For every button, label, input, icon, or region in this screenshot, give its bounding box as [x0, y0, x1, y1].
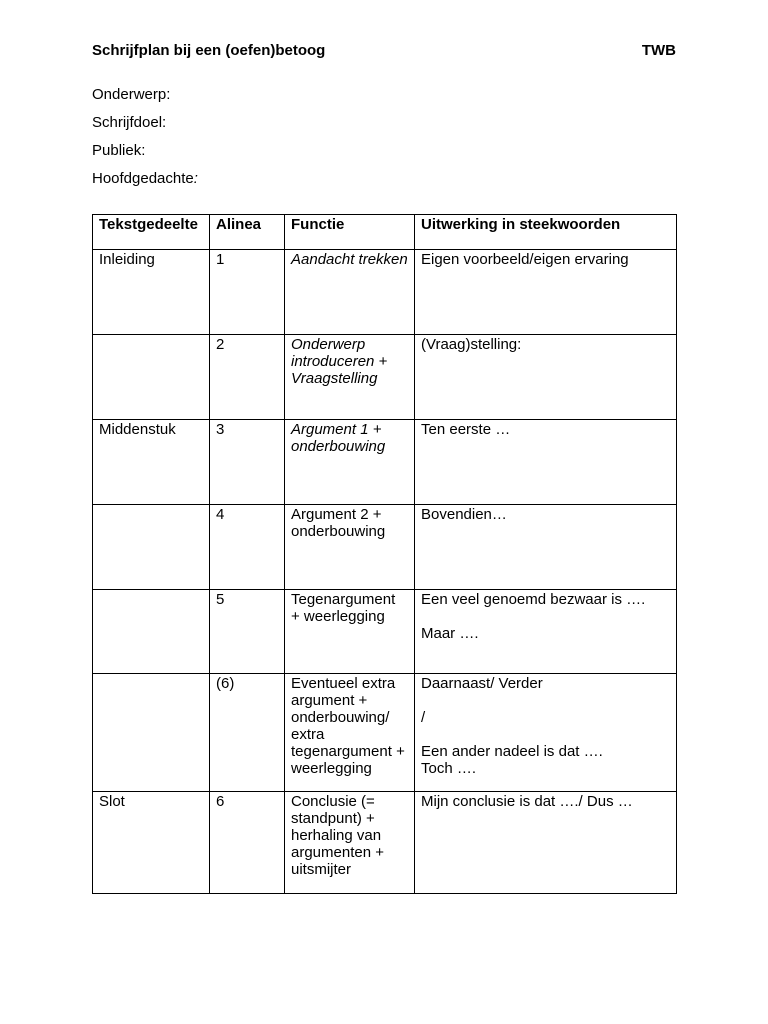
cell-tekstgedeelte [93, 335, 210, 420]
cell-alinea: 3 [210, 420, 285, 505]
cell-uitwerking: Mijn conclusie is dat …./ Dus … [415, 792, 677, 894]
writing-plan-table [92, 214, 677, 894]
cell-tekstgedeelte: Inleiding [93, 250, 210, 335]
table-row [93, 590, 677, 674]
cell-alinea: (6) [210, 674, 285, 792]
uitwerking-line: Daarnaast/ Verder [421, 675, 543, 692]
field-publiek: Publiek: [92, 142, 146, 159]
document-title: Schrijfplan bij een (oefen)betoog [92, 42, 326, 59]
cell-functie: Onderwerp introduceren + Vraagstelling [285, 335, 415, 420]
cell-uitwerking: (Vraag)stelling: [415, 335, 677, 420]
column-header-functie: Functie [285, 215, 415, 250]
cell-functie: Conclusie (= standpunt) + herhaling van argumenten + uitsmijter [285, 792, 415, 894]
column-header-tekstgedeelte: Tekstgedeelte [93, 215, 210, 250]
cell-functie: Tegenargument + weerlegging [285, 590, 415, 674]
cell-uitwerking: Bovendien… [415, 505, 677, 590]
uitwerking-line: / [421, 709, 426, 726]
column-header-uitwerking: Uitwerking in steekwoorden [415, 215, 677, 250]
table-row [93, 792, 677, 894]
cell-functie: Aandacht trekken [285, 250, 415, 335]
cell-tekstgedeelte [93, 590, 210, 674]
uitwerking-line: Maar …. [421, 625, 479, 642]
cell-tekstgedeelte [93, 505, 210, 590]
cell-uitwerking: Eigen voorbeeld/eigen ervaring [415, 250, 677, 335]
table-row [93, 505, 677, 590]
cell-uitwerking [415, 590, 677, 674]
cell-alinea: 2 [210, 335, 285, 420]
field-hoofdgedachte: Hoofdgedachte: [92, 170, 198, 187]
table-row [93, 250, 677, 335]
cell-tekstgedeelte: Slot [93, 792, 210, 894]
field-onderwerp: Onderwerp: [92, 86, 171, 103]
cell-uitwerking: Ten eerste … [415, 420, 677, 505]
uitwerking-line: Een ander nadeel is dat …. [421, 743, 603, 760]
cell-alinea: 1 [210, 250, 285, 335]
cell-alinea: 6 [210, 792, 285, 894]
table-row [93, 420, 677, 505]
cell-functie: Argument 2 + onderbouwing [285, 505, 415, 590]
uitwerking-line: Een veel genoemd bezwaar is …. [421, 591, 646, 608]
table-header-row [93, 215, 677, 250]
table-row [93, 335, 677, 420]
uitwerking-line: Toch …. [421, 760, 477, 777]
cell-functie: Argument 1 + onderbouwing [285, 420, 415, 505]
cell-tekstgedeelte: Middenstuk [93, 420, 210, 505]
cell-functie: Eventueel extra argument + onderbouwing/ extra tegenargument + weerlegging [285, 674, 415, 792]
cell-tekstgedeelte [93, 674, 210, 792]
organization-code: TWB [641, 42, 676, 59]
cell-uitwerking [415, 674, 677, 792]
table-row [93, 674, 677, 792]
page-header [92, 42, 676, 62]
column-header-alinea: Alinea [210, 215, 285, 250]
field-schrijfdoel: Schrijfdoel: [92, 114, 167, 131]
cell-alinea: 4 [210, 505, 285, 590]
cell-alinea: 5 [210, 590, 285, 674]
